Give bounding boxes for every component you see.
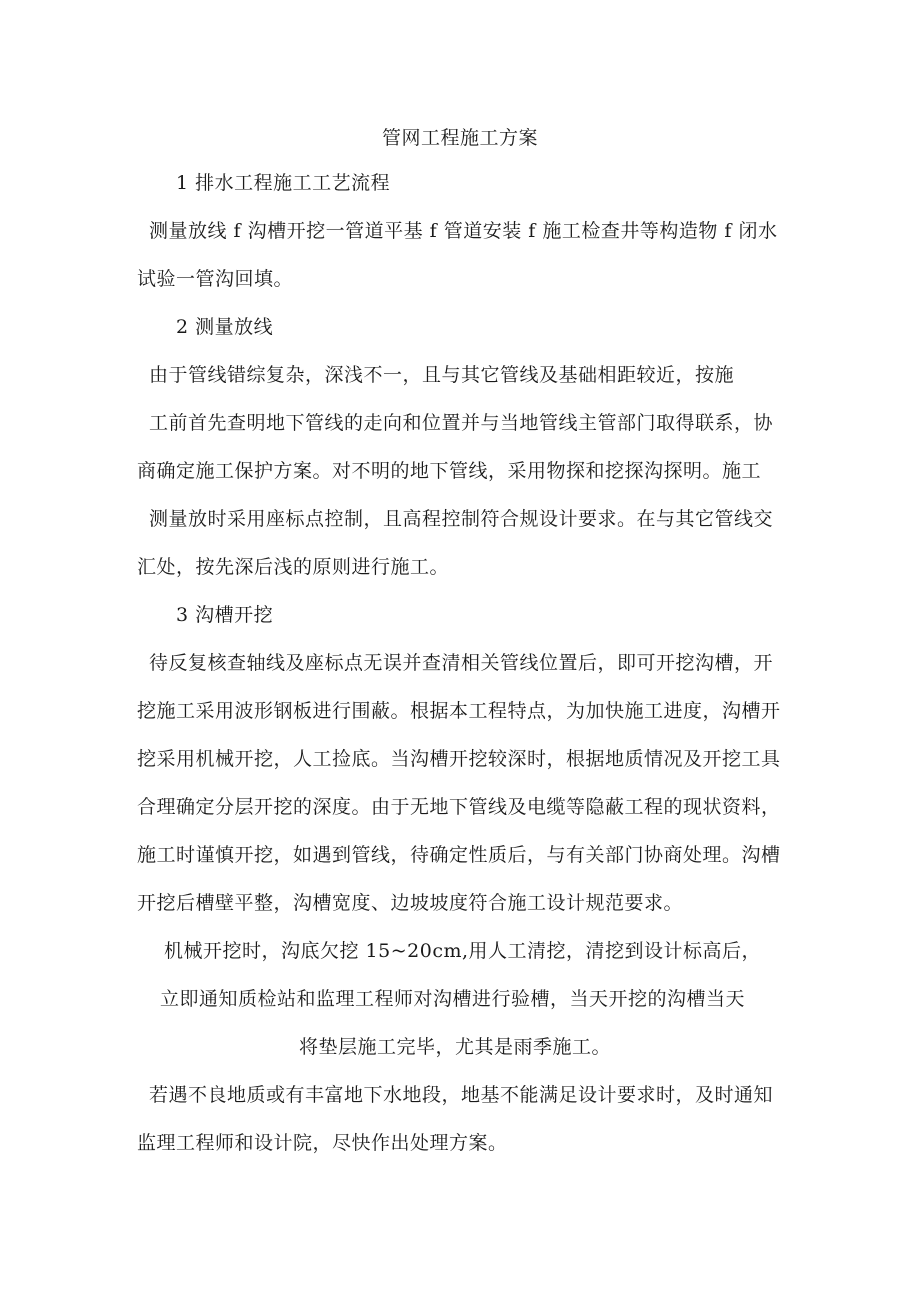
- paragraph-line: 监理工程师和设计院，尽快作出处理方案。: [137, 1132, 508, 1154]
- paragraph-line: 工前首先查明地下管线的走向和位置并与当地管线主管部门取得联系，协: [149, 412, 774, 434]
- paragraph-line: 开挖后槽壁平整，沟槽宽度、边坡坡度符合施工设计规范要求。: [137, 892, 684, 914]
- paragraph-line: 由于管线错综复杂，深浅不一，且与其它管线及基础相距较近，按施: [149, 364, 735, 386]
- paragraph-line: 合理确定分层开挖的深度。由于无地下管线及电缆等隐蔽工程的现状资料，: [137, 796, 781, 818]
- paragraph-line: 将垫层施工完毕，尤其是雨季施工。: [299, 1036, 612, 1058]
- section-heading-1: 1 排水工程施工工艺流程: [176, 172, 391, 194]
- paragraph-line: 若遇不良地质或有丰富地下水地段，地基不能满足设计要求时，及时通知: [149, 1084, 774, 1106]
- paragraph-line: 汇处，按先深后浅的原则进行施工。: [137, 556, 450, 578]
- section-heading-2: 2 测量放线: [176, 316, 274, 338]
- paragraph-line: 待反复核查轴线及座标点无误并查清相关管线位置后，即可开挖沟槽，开: [149, 652, 774, 674]
- paragraph-line: 测量放时采用座标点控制，且高程控制符合规设计要求。在与其它管线交: [149, 508, 774, 530]
- paragraph-line: 试验一管沟回填。: [137, 268, 294, 290]
- paragraph-line: 挖采用机械开挖，人工捡底。当沟槽开挖较深时，根据地质情况及开挖工具: [137, 748, 781, 770]
- section-heading-3: 3 沟槽开挖: [176, 604, 274, 626]
- document-title: 管网工程施工方案: [382, 127, 539, 149]
- paragraph-line: 机械开挖时，沟底欠挖 15~20cm,用人工清挖，清挖到设计标高后，: [164, 940, 762, 962]
- paragraph-line: 立即通知质检站和监理工程师对沟槽进行验槽，当天开挖的沟槽当天: [160, 988, 746, 1010]
- paragraph-line: 施工时谨慎开挖，如遇到管线，待确定性质后，与有关部门协商处理。沟槽: [137, 844, 781, 866]
- paragraph-line: 挖施工采用波形钢板进行围蔽。根据本工程特点，为加快施工进度，沟槽开: [137, 700, 781, 722]
- paragraph-line: 商确定施工保护方案。对不明的地下管线，采用物探和挖探沟探明。施工: [137, 460, 762, 482]
- paragraph-line: 测量放线 f 沟槽开挖一管道平基 f 管道安装 f 施工检查井等构造物 f 闭水: [149, 220, 778, 242]
